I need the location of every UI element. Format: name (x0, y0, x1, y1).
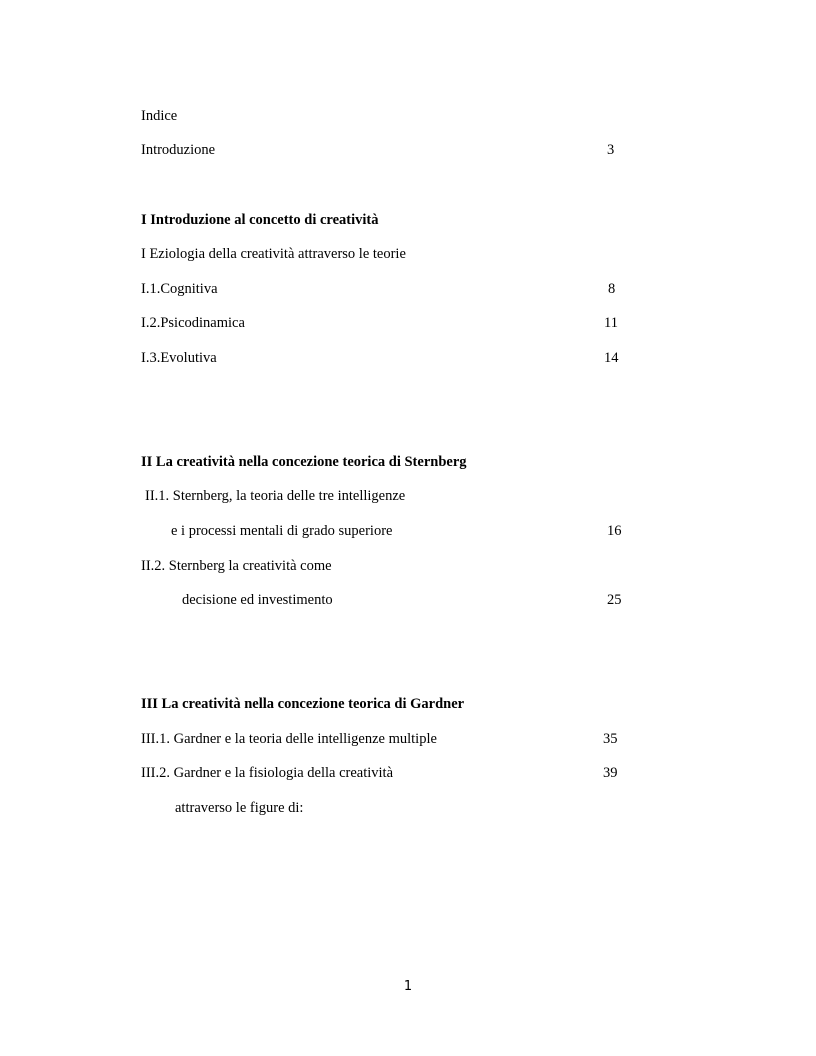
toc-entry-sternberg-investimento: decisione ed investimento (182, 592, 333, 608)
toc-part1-title: I Introduzione al concetto di creatività (141, 212, 379, 228)
toc-page-sternberg-processi: 16 (607, 523, 622, 539)
toc-page-intro: 3 (607, 142, 615, 158)
toc-entry-sternberg-intelligenze: II.1. Sternberg, la teoria delle tre intelligenze (145, 488, 406, 504)
toc-heading: Indice (141, 108, 178, 124)
toc-entry-gardner-figure: attraverso le figure di: (175, 800, 304, 816)
toc-page-cognitiva: 8 (608, 281, 616, 297)
toc-entry-gardner-intelligenze: III.1. Gardner e la teoria delle intelligenze multiple (141, 731, 437, 747)
toc-entry-sternberg-creativita: II.2. Sternberg la creatività come (141, 558, 332, 574)
toc-page-sternberg-investimento: 25 (607, 592, 622, 608)
toc-part3-title: III La creatività nella concezione teorica di Gardner (141, 696, 465, 712)
page-number: 1 (403, 979, 413, 994)
toc-entry-cognitiva: I.1.Cognitiva (141, 281, 218, 297)
toc-page-gardner-fisiologia: 39 (603, 765, 618, 781)
toc-entry-intro: Introduzione (141, 142, 216, 158)
toc-entry-gardner-fisiologia: III.2. Gardner e la fisiologia della creatività (141, 765, 394, 781)
toc-entry-sternberg-processi: e i processi mentali di grado superiore (171, 523, 393, 539)
toc-page-psicodinamica: 11 (604, 315, 618, 331)
toc-entry-psicodinamica: I.2.Psicodinamica (141, 315, 245, 331)
toc-part2-title: II La creatività nella concezione teorica di Sternberg (141, 454, 467, 470)
toc-page-gardner-intelligenze: 35 (603, 731, 618, 747)
toc-entry-evolutiva: I.3.Evolutiva (141, 350, 217, 366)
toc-page-evolutiva: 14 (604, 350, 619, 366)
toc-part1-subtitle: I Eziologia della creatività attraverso le teorie (141, 246, 406, 262)
